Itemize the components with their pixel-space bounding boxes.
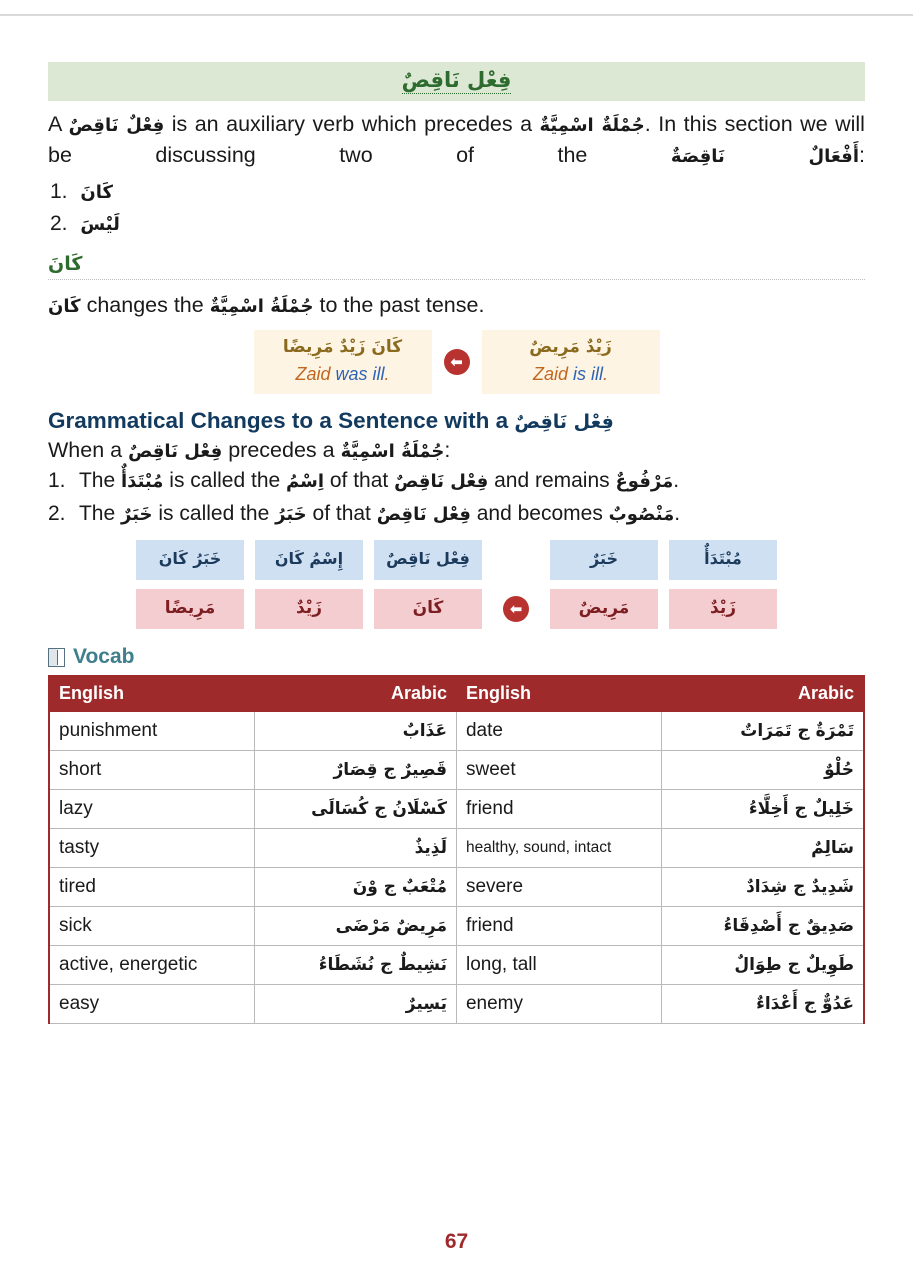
grammatical-changes-lead xyxy=(48,438,865,463)
diagram-label-chip xyxy=(136,540,244,580)
page-content xyxy=(48,62,865,1024)
gc-lead-text-2: precedes a xyxy=(228,438,335,463)
rule-term-fil-naqis-2: فِعْل نَاقِصٌ xyxy=(376,503,471,525)
rule-text-3: of that xyxy=(312,501,371,525)
rule-term-ism: اِسْمُ xyxy=(286,471,325,493)
intro-list xyxy=(48,176,865,239)
rule-text-4: and remains xyxy=(494,469,610,493)
example-box-past xyxy=(254,330,432,394)
diagram-word-chip xyxy=(669,589,777,629)
vocab-title: Vocab xyxy=(73,645,135,669)
intro-term-jumla-ismiyya: جُمْلَةٌ اسْمِيَّةٌ xyxy=(539,115,645,136)
example-translation-past xyxy=(272,364,414,385)
diagram-label-text: إِسْمُ كَانَ xyxy=(274,549,344,569)
intro-text-1: A xyxy=(48,112,62,136)
cell-english-right: sweet xyxy=(456,751,661,790)
kana-term: كَانَ xyxy=(48,296,81,318)
intro-term-afal-naqisa: أَفْعَالٌ نَاقِصَةٌ xyxy=(670,145,860,167)
diagram-word-text: مَرِيضٌ xyxy=(578,598,630,619)
cell-arabic-left: يَسِيرٌ xyxy=(254,985,456,1024)
cell-arabic-right: طَوِيلٌ ج طِوَالٌ xyxy=(662,946,864,985)
book-icon xyxy=(48,648,65,667)
kana-nominal-term: جُمْلَةُ اسْمِيَّةٌ xyxy=(209,296,314,318)
diagram-word-text: زَيْدٌ xyxy=(710,598,736,619)
rule-term-khabaru: خَبَرُ xyxy=(275,503,307,525)
transform-arrow-wrapper xyxy=(440,330,474,394)
rule-term-mansub: مَنْصُوبٌ xyxy=(608,503,675,525)
page-number: 67 xyxy=(444,1230,469,1253)
rule-text-1: The xyxy=(78,501,116,525)
grammatical-changes-title-ar: فِعْل نَاقِصٌ xyxy=(514,411,614,434)
cell-english-left: tasty xyxy=(49,829,254,868)
cell-arabic-left: عَذَابٌ xyxy=(254,712,456,751)
diagram-label-chip xyxy=(374,540,482,580)
cell-english-right: date xyxy=(456,712,661,751)
diagram-arrow-wrapper xyxy=(493,596,539,622)
cell-english-right: long, tall xyxy=(456,946,661,985)
gc-lead-term-1: فِعْل نَاقِصٌ xyxy=(128,441,223,463)
cell-english-left: active, energetic xyxy=(49,946,254,985)
diagram-word-text: مَرِيضًا xyxy=(164,598,216,619)
example-translation-past-pre: Zaid xyxy=(295,364,336,385)
intro-paragraph xyxy=(48,109,865,170)
vocab-section-header xyxy=(48,645,865,669)
rule-term-marfu: مَرْفُوعٌ xyxy=(615,471,674,493)
diagram-word-text: كَانَ xyxy=(412,598,444,619)
left-arrow-icon: ⬅ xyxy=(503,596,529,622)
example-translation-present xyxy=(500,364,642,385)
kana-body-text-1: changes the xyxy=(86,293,204,318)
diagram-word-row xyxy=(48,589,865,629)
rule-text-2: is called the xyxy=(169,469,281,493)
rule-text-1: The xyxy=(78,469,116,493)
list-item-label: كَانَ xyxy=(80,182,113,204)
cell-arabic-right: خَلِيلٌ ج أَخِلَّاءُ xyxy=(662,790,864,829)
intro-term-fil-naqis: فِعْلٌ نَاقِصٌ xyxy=(68,115,165,136)
column-header-english-left: English xyxy=(49,676,254,712)
list-item xyxy=(48,208,865,240)
example-translation-past-post: . xyxy=(384,364,390,385)
rule-number: 2. xyxy=(48,501,66,525)
diagram-label-text: فِعْل نَاقِصٌ xyxy=(386,549,470,569)
rule-text-5: . xyxy=(673,469,680,493)
cell-arabic-right: تَمْرَةٌ ج تَمَرَاتٌ xyxy=(662,712,864,751)
cell-english-left: punishment xyxy=(49,712,254,751)
cell-arabic-right: سَالِمٌ xyxy=(662,829,864,868)
column-header-english-right: English xyxy=(456,676,661,712)
table-header-row xyxy=(49,676,864,712)
rule-text-2: is called the xyxy=(158,501,270,525)
cell-arabic-right: عَدُوٌّ ج أَعْدَاءٌ xyxy=(662,985,864,1024)
list-item-number: 1. xyxy=(50,180,68,204)
example-box-present xyxy=(482,330,660,394)
example-translation-present-pre: Zaid xyxy=(532,364,573,385)
cell-english-left: easy xyxy=(49,985,254,1024)
example-translation-past-em: was ill xyxy=(335,364,385,385)
cell-arabic-left: مَرِيضٌ مَرْضَى xyxy=(254,907,456,946)
example-arabic-past: كَانَ زَيْدٌ مَرِيضًا xyxy=(282,337,403,358)
vocab-table xyxy=(48,675,865,1024)
cell-arabic-left: نَشِيطٌ ج نُشَطَاءُ xyxy=(254,946,456,985)
diagram-word-chip xyxy=(374,589,482,629)
cell-english-left: lazy xyxy=(49,790,254,829)
example-translation-present-em: is ill xyxy=(573,364,603,385)
cell-english-left: tired xyxy=(49,868,254,907)
list-item-label: لَيْسَ xyxy=(80,213,120,235)
grammatical-changes-title xyxy=(48,408,865,434)
example-arabic-present: زَيْدٌ مَرِيضٌ xyxy=(529,337,612,358)
rule-number: 1. xyxy=(48,469,66,493)
list-item xyxy=(48,176,865,208)
rule-text-5: . xyxy=(674,501,681,525)
cell-arabic-left: لَذِيذٌ xyxy=(254,829,456,868)
cell-english-left: sick xyxy=(49,907,254,946)
cell-arabic-left: قَصِيرٌ ج قِصَارٌ xyxy=(254,751,456,790)
cell-english-right: friend xyxy=(456,907,661,946)
table-row xyxy=(49,946,864,985)
cell-english-right: severe xyxy=(456,868,661,907)
sentence-structure-diagram xyxy=(48,540,865,629)
column-header-arabic-right: Arabic xyxy=(662,676,864,712)
table-row xyxy=(49,790,864,829)
rule-item xyxy=(48,498,865,531)
cell-english-right: enemy xyxy=(456,985,661,1024)
diagram-label-text: خَبَرُ كَانَ xyxy=(158,549,222,569)
example-comparison-row xyxy=(48,330,865,394)
cell-arabic-right: صَدِيقٌ ج أَصْدِقَاءُ xyxy=(662,907,864,946)
diagram-label-text: مُبْتَدَأٌ xyxy=(704,549,742,569)
gc-lead-text-1: When a xyxy=(48,438,123,463)
table-row xyxy=(49,712,864,751)
grammatical-changes-rules xyxy=(48,465,865,530)
diagram-label-text: خَبَرٌ xyxy=(589,549,618,569)
cell-arabic-right: شَدِيدٌ ج شِدَادٌ xyxy=(662,868,864,907)
cell-arabic-left: مُتْعَبٌ ج وْنَ xyxy=(254,868,456,907)
section-title: فِعْل نَاقِصٌ xyxy=(401,68,512,92)
cell-arabic-left: كَسْلَانُ ج كُسَالَى xyxy=(254,790,456,829)
intro-text-2: is an auxiliary verb which precedes a xyxy=(171,112,533,136)
left-arrow-icon: ⬅ xyxy=(444,349,470,375)
rule-text-4: and becomes xyxy=(476,501,603,525)
intro-text-3: . In this section we will be discussing two of the xyxy=(48,112,865,167)
diagram-word-chip xyxy=(550,589,658,629)
cell-arabic-right: حُلْوٌ xyxy=(662,751,864,790)
list-item-number: 2. xyxy=(50,211,68,235)
rule-term-mubtada: مُبْتَدَأٌ xyxy=(121,471,164,493)
cell-english-left: short xyxy=(49,751,254,790)
example-translation-present-post: . xyxy=(603,364,609,385)
diagram-word-chip xyxy=(255,589,363,629)
cell-english-right: friend xyxy=(456,790,661,829)
grammatical-changes-title-en: Grammatical Changes to a Sentence with a xyxy=(48,408,509,434)
section-title-banner xyxy=(48,62,865,101)
subsection-body-kana xyxy=(48,290,865,320)
rule-item xyxy=(48,465,865,498)
cell-english-right: healthy, sound, intact xyxy=(456,829,661,868)
diagram-word-chip xyxy=(136,589,244,629)
subsection-heading-kana xyxy=(48,253,865,280)
table-row xyxy=(49,907,864,946)
subsection-heading-label: كَانَ xyxy=(48,253,83,276)
rule-term-khabar: خَبَرٌ xyxy=(121,503,153,525)
diagram-label-chip xyxy=(669,540,777,580)
rule-term-fil-naqis: فِعْل نَاقِصٌ xyxy=(394,471,489,493)
table-row xyxy=(49,985,864,1024)
kana-body-text-2: to the past tense. xyxy=(319,293,485,318)
table-row xyxy=(49,868,864,907)
diagram-word-text: زَيْدٌ xyxy=(296,598,322,619)
gc-lead-term-2: جُمْلَةُ اسْمِيَّةٌ xyxy=(340,441,445,463)
column-header-arabic-left: Arabic xyxy=(254,676,456,712)
rule-text-3: of that xyxy=(329,469,389,493)
table-row xyxy=(49,751,864,790)
diagram-label-chip xyxy=(550,540,658,580)
diagram-label-chip xyxy=(255,540,363,580)
table-row xyxy=(49,829,864,868)
gc-lead-text-3: : xyxy=(444,438,451,463)
diagram-label-row xyxy=(48,540,865,580)
page-top-divider xyxy=(0,14,913,16)
intro-text-4: : xyxy=(859,142,866,167)
